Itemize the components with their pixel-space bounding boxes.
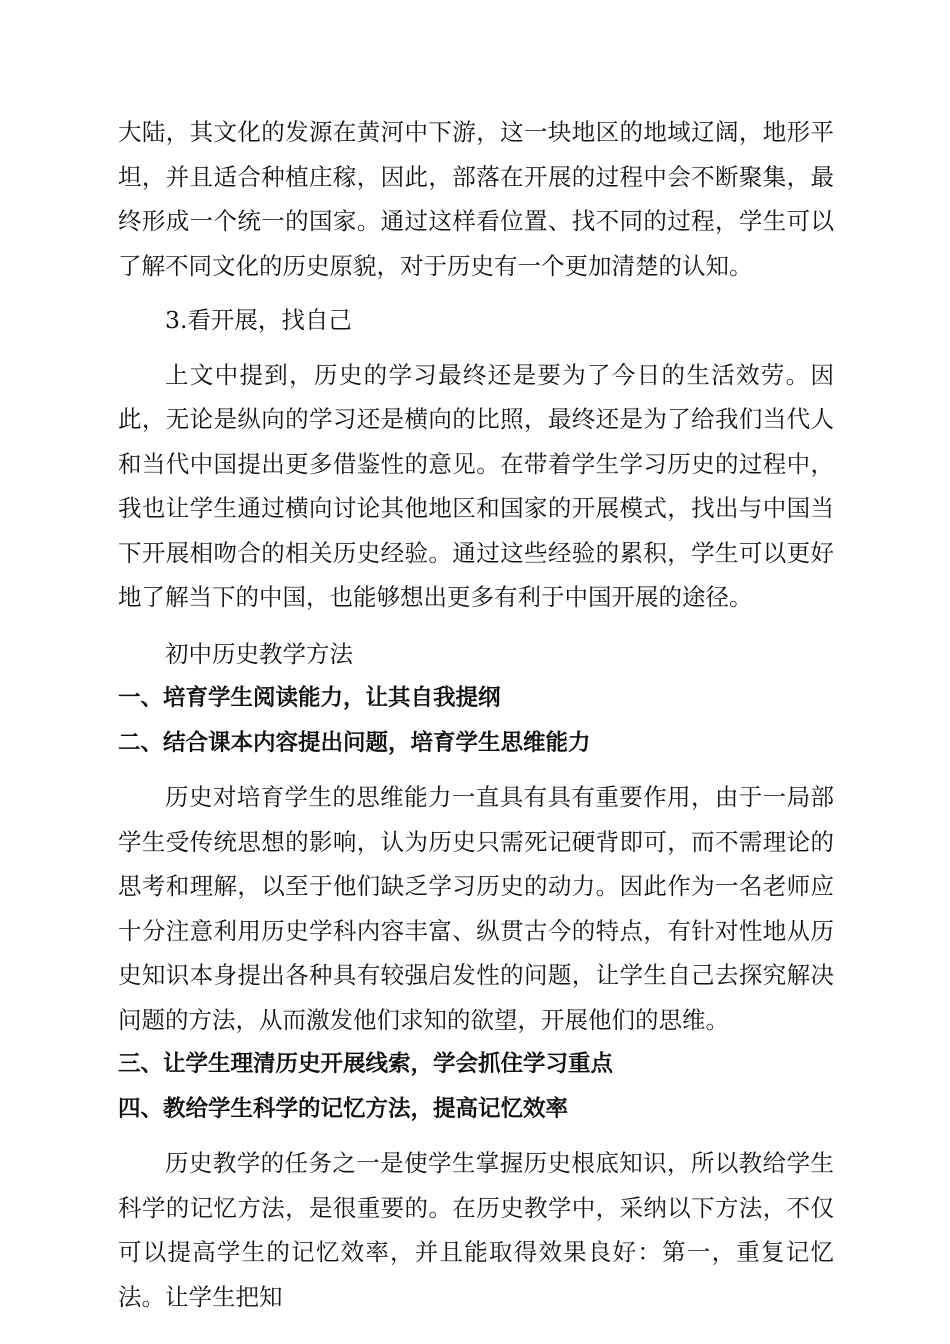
section-heading: 一、培育学生阅读能力，让其自我提纲 bbox=[118, 685, 501, 711]
document-page bbox=[118, 110, 834, 1319]
body-paragraph: 历史教学的任务之一是使学生掌握历史根底知识，所以教给学生科学的记忆方法，是很重要的。在历史教学中，采纳以下方法，不仅可以提高学生的记忆效率，并且能取得效果良好：第一，重复记忆法。让学生把知 bbox=[118, 1149, 834, 1311]
subheading: 3.看开展，找自己 bbox=[165, 306, 352, 334]
section-heading: 二、结合课本内容提出问题，培育学生思维能力 bbox=[118, 729, 591, 756]
section-title: 初中历史教学方法 bbox=[165, 639, 353, 668]
section-heading: 三、让学生理清历史开展线索，学会抓住学习重点 bbox=[118, 1051, 614, 1077]
body-paragraph: 大陆，其文化的发源在黄河中下游，这一块地区的地域辽阔，地形平坦，并且适合种植庄稼，因此，部落在开展的过程中会不断聚集，最终形成一个统一的国家。通过这样看位置、找不同的过程，学生可以了解不同文化的历史原貌，对于历史有一个更加清楚的认知。 bbox=[118, 118, 834, 280]
body-paragraph: 历史对培育学生的思维能力一直具有具有重要作用，由于一局部学生受传统思想的影响，认为历史只需死记硬背即可，而不需理论的思考和理解，以至于他们缺乏学习历史的动力。因此作为一名老师应十分注意利用历史学科内容丰富、纵贯古今的特点，有针对性地从历史知识本身提出各种具有较强启发性的问题，让学生自己去探究解决问题的方法，从而激发他们求知的欲望，开展他们的思维。 bbox=[118, 783, 834, 1034]
body-paragraph: 上文中提到，历史的学习最终还是要为了今日的生活效劳。因此，无论是纵向的学习还是横向的比照，最终还是为了给我们当代人和当代中国提出更多借鉴性的意见。在带着学生学习历史的过程中，我也让学生通过横向讨论其他地区和国家的开展模式，找出与中国当下开展相吻合的相关历史经验。通过这些经验的累积，学生可以更好地了解当下的中国，也能够想出更多有利于中国开展的途径。 bbox=[118, 360, 834, 611]
section-heading: 四、教给学生科学的记忆方法，提高记忆效率 bbox=[118, 1095, 569, 1122]
